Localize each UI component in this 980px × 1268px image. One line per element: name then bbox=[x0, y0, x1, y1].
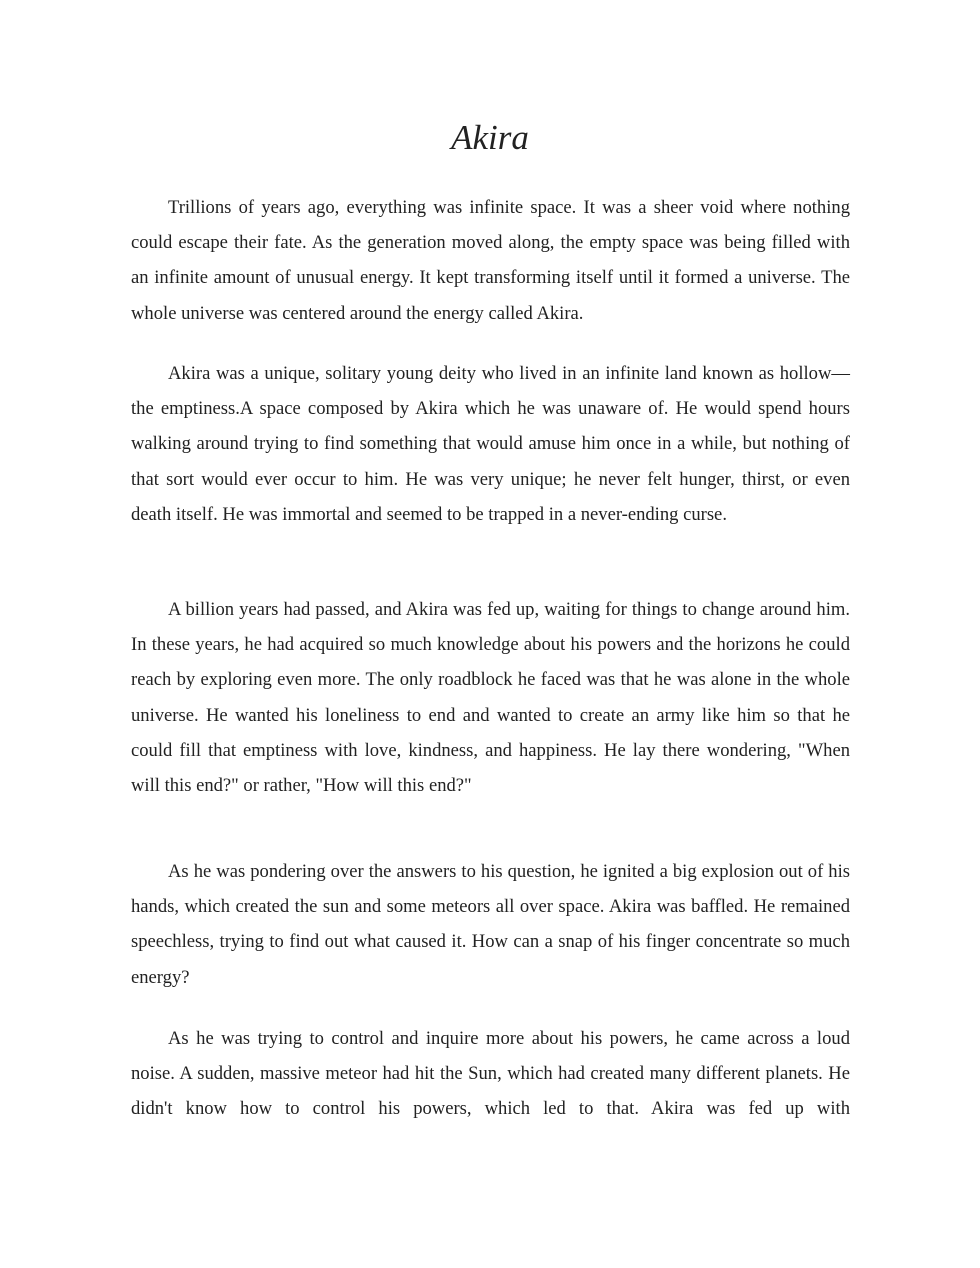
paragraph-2: Akira was a unique, solitary young deity who lived in an infinite land known as hollow—the emptiness.A space composed by Akira which he was unaware of. He would spend hours walking around trying to find something that would amuse him once in a while, but nothing of that sort would ever occur to him. He was very unique; he never felt hunger, thirst, or even death itself. He was immortal and seemed to be trapped in a never-ending curse. bbox=[131, 363, 850, 525]
paragraph-3: A billion years had passed, and Akira was fed up, waiting for things to change around him. In these years, he had acquired so much knowledge about his powers and the horizons he could reach by exploring even more. The only roadblock he faced was that he was alone in the whole universe. He wanted his loneliness to end and wanted to create an army like him so that he could fill that emptiness with love, kindness, and happiness. He lay there wondering, "When will this end?" or rather, "How will this end?" bbox=[131, 599, 850, 797]
paragraph-4: As he was pondering over the answers to his question, he ignited a big explosion out of his hands, which created the sun and some meteors all over space. Akira was baffled. He remained speechless, trying to find out what caused it. How can a snap of his finger concentrate so much energy? bbox=[131, 861, 850, 988]
paragraph-1: Trillions of years ago, everything was infinite space. It was a sheer void where nothing could escape their fate. As the generation moved along, the empty space was being filled with an infinite amount of unusual energy. It kept transforming itself until it formed a universe. The whole universe was centered around the energy called Akira. bbox=[131, 197, 850, 324]
paragraph-5: As he was trying to control and inquire more about his powers, he came across a loud noise. A sudden, massive meteor had hit the Sun, which had created many different planets. He didn't know how to control his powers, which led to that. Akira was fed up with bbox=[131, 1028, 850, 1120]
page-title: Akira bbox=[451, 118, 529, 157]
